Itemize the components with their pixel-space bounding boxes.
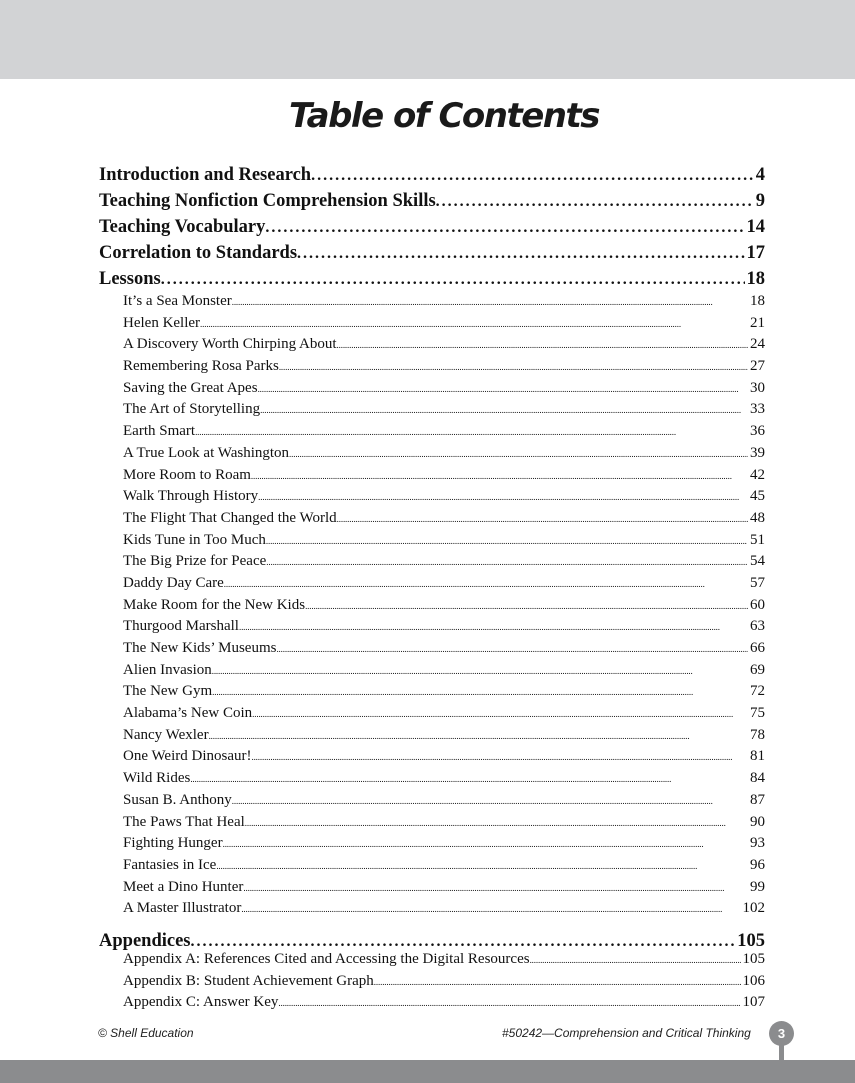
toc-section-appendices[interactable] bbox=[99, 931, 765, 951]
dot-leader bbox=[276, 644, 748, 654]
dot-leader bbox=[311, 167, 754, 185]
toc-lesson-entry[interactable] bbox=[99, 488, 765, 510]
toc-page-number: 42 bbox=[750, 466, 765, 483]
toc-page-number: 69 bbox=[750, 661, 765, 678]
toc-page-number: 102 bbox=[742, 900, 765, 917]
toc-entry-label: Thurgood Marshall bbox=[123, 618, 239, 635]
toc-entry-label: Meet a Dino Hunter bbox=[123, 878, 244, 895]
toc-page-number: 21 bbox=[750, 314, 765, 331]
toc-entry-label: Wild Rides bbox=[123, 770, 191, 787]
toc-entry-label: Susan B. Anthony bbox=[123, 791, 232, 808]
toc-page-number: 105 bbox=[737, 930, 765, 951]
toc-page-number: 33 bbox=[750, 401, 765, 418]
toc-entry-label: Teaching Nonfiction Comprehension Skills bbox=[99, 191, 436, 211]
toc-lesson-entry[interactable] bbox=[99, 423, 765, 445]
toc-appendix-entry[interactable] bbox=[99, 994, 765, 1016]
dot-leader bbox=[224, 579, 748, 589]
toc-entry-label: Kids Tune in Too Much bbox=[123, 531, 266, 548]
dot-leader bbox=[195, 427, 748, 437]
toc-page-number: 106 bbox=[742, 972, 765, 989]
toc-page-number: 14 bbox=[746, 217, 765, 237]
toc-entry-label: It’s a Sea Monster bbox=[123, 293, 232, 309]
toc-section[interactable] bbox=[99, 191, 765, 217]
page-badge-stem bbox=[779, 1043, 784, 1061]
toc-page-number: 99 bbox=[750, 878, 765, 895]
dot-leader bbox=[258, 492, 748, 502]
dot-leader bbox=[223, 839, 748, 849]
toc-entry-label: Appendix C: Answer Key bbox=[123, 994, 279, 1011]
toc-lesson-entry[interactable] bbox=[99, 380, 765, 402]
toc-lesson-entry[interactable] bbox=[99, 879, 765, 901]
toc-page-number: 84 bbox=[750, 770, 765, 787]
toc-page-number: 17 bbox=[746, 243, 765, 263]
toc-entry-label: Alabama’s New Coin bbox=[123, 705, 253, 722]
dot-leader bbox=[279, 362, 748, 372]
toc-section-label: Lessons bbox=[99, 269, 161, 289]
toc-lesson-entry[interactable] bbox=[99, 835, 765, 857]
toc-page-number: 27 bbox=[750, 358, 765, 375]
toc-page-number: 45 bbox=[750, 488, 765, 505]
toc-entry-label: Make Room for the New Kids bbox=[123, 596, 306, 613]
toc-page-number: 105 bbox=[742, 950, 765, 967]
toc-page-number: 96 bbox=[750, 856, 765, 873]
toc-lesson-entry[interactable] bbox=[99, 662, 765, 684]
toc-entry-label: Daddy Day Care bbox=[123, 574, 224, 591]
toc-lesson-entry[interactable] bbox=[99, 770, 765, 792]
dot-leader bbox=[297, 245, 744, 263]
toc-entry-label: Appendix B: Student Achievement Graph bbox=[123, 972, 374, 989]
toc-page-number: 39 bbox=[750, 444, 765, 461]
toc-entry-label: Walk Through History bbox=[123, 488, 259, 505]
dot-leader bbox=[251, 752, 748, 762]
toc-section[interactable] bbox=[99, 217, 765, 243]
dot-leader bbox=[216, 861, 748, 871]
toc-page-number: 75 bbox=[750, 705, 765, 722]
toc-section[interactable] bbox=[99, 243, 765, 269]
toc-section-lessons[interactable] bbox=[99, 269, 765, 293]
toc-entry-label: Fantasies in Ice bbox=[123, 856, 217, 873]
toc-entry-label: The Paws That Heal bbox=[123, 813, 245, 830]
header-band bbox=[0, 0, 855, 79]
toc-appendix-entry[interactable] bbox=[99, 973, 765, 995]
toc-page-number: 72 bbox=[750, 683, 765, 700]
toc-entry-label: Nancy Wexler bbox=[123, 726, 209, 743]
footer-product: #50242—Comprehension and Critical Thinking bbox=[502, 1026, 751, 1040]
toc-lesson-entry[interactable] bbox=[99, 705, 765, 727]
toc-entry-label: Teaching Vocabulary bbox=[99, 217, 266, 237]
toc-page-number: 9 bbox=[755, 191, 765, 211]
toc-entry-label: The Big Prize for Peace bbox=[123, 553, 267, 570]
page-number-badge: 3 bbox=[769, 1021, 794, 1046]
toc-page-number: 51 bbox=[750, 531, 765, 548]
toc-page-number: 54 bbox=[750, 553, 765, 570]
toc-page-number: 66 bbox=[750, 640, 765, 656]
dot-leader bbox=[337, 514, 748, 524]
dot-leader bbox=[266, 557, 748, 567]
toc-lesson-entry[interactable] bbox=[99, 553, 765, 575]
footer-band bbox=[0, 1060, 855, 1083]
dot-leader bbox=[190, 774, 748, 784]
toc-entry-label: Correlation to Standards bbox=[99, 243, 298, 263]
toc-page-number: 57 bbox=[750, 574, 765, 591]
toc-lesson-entry[interactable] bbox=[99, 358, 765, 380]
toc-lesson-entry[interactable] bbox=[99, 792, 765, 814]
dot-leader bbox=[265, 219, 744, 237]
toc-page-number: 81 bbox=[750, 748, 765, 765]
toc-section[interactable] bbox=[99, 165, 765, 191]
toc-page-number: 4 bbox=[755, 165, 765, 185]
toc-section-label: Appendices bbox=[99, 930, 191, 951]
dot-leader bbox=[260, 405, 748, 415]
dot-leader bbox=[232, 796, 748, 806]
dot-leader bbox=[245, 818, 748, 828]
dot-leader bbox=[252, 709, 748, 719]
dot-leader bbox=[191, 933, 736, 951]
dot-leader bbox=[239, 622, 748, 632]
footer-publisher: © Shell Education bbox=[98, 1026, 194, 1040]
dot-leader bbox=[209, 731, 748, 741]
toc-lesson-entry[interactable] bbox=[99, 445, 765, 467]
dot-leader bbox=[212, 666, 748, 676]
toc-lesson-entry[interactable] bbox=[99, 683, 765, 705]
toc-entry-label: Introduction and Research bbox=[99, 165, 312, 185]
dot-leader bbox=[251, 471, 748, 481]
toc-lesson-entry[interactable] bbox=[99, 618, 765, 640]
toc-entry-label: Appendix A: References Cited and Accessing the Digital Resources bbox=[123, 950, 530, 967]
toc-page-number: 90 bbox=[750, 813, 765, 830]
dot-leader bbox=[212, 687, 748, 697]
dot-leader bbox=[161, 271, 745, 289]
toc-entry-label: Fighting Hunger bbox=[123, 835, 223, 852]
toc-lesson-entry[interactable] bbox=[99, 336, 765, 358]
toc-lesson-entry[interactable] bbox=[99, 900, 765, 922]
toc-page-number: 18 bbox=[750, 293, 765, 309]
toc-appendix-entry[interactable] bbox=[99, 951, 765, 973]
toc-page-number: 24 bbox=[750, 336, 765, 353]
toc-page-number: 87 bbox=[750, 791, 765, 808]
dot-leader bbox=[266, 536, 748, 546]
toc-lesson-entry[interactable] bbox=[99, 857, 765, 879]
dot-leader bbox=[374, 977, 741, 987]
toc-entry-label: Saving the Great Apes bbox=[123, 379, 258, 396]
toc-entry-label: A Discovery Worth Chirping About bbox=[123, 336, 337, 353]
toc-entry-label: One Weird Dinosaur! bbox=[123, 748, 252, 765]
toc-entry-label: Remembering Rosa Parks bbox=[123, 358, 279, 375]
toc-lesson-entry[interactable] bbox=[99, 532, 765, 554]
dot-leader bbox=[337, 340, 748, 350]
toc-lesson-entry[interactable] bbox=[99, 293, 765, 315]
toc-page-number: 18 bbox=[746, 269, 765, 289]
dot-leader bbox=[258, 384, 748, 394]
toc-lesson-entry[interactable] bbox=[99, 575, 765, 597]
toc-entry-label: More Room to Roam bbox=[123, 466, 251, 483]
toc-lesson-entry[interactable] bbox=[99, 401, 765, 423]
dot-leader bbox=[241, 904, 740, 914]
toc-page-number: 78 bbox=[750, 726, 765, 743]
toc-entry-label: Helen Keller bbox=[123, 314, 201, 331]
dot-leader bbox=[243, 883, 748, 893]
toc-page-number: 107 bbox=[742, 994, 765, 1011]
toc-lesson-entry[interactable] bbox=[99, 727, 765, 749]
toc-page-number: 36 bbox=[750, 423, 765, 440]
table-of-contents bbox=[99, 165, 765, 1016]
toc-lesson-entry[interactable] bbox=[99, 748, 765, 770]
toc-lesson-entry[interactable] bbox=[99, 640, 765, 662]
toc-lesson-entry[interactable] bbox=[99, 510, 765, 532]
toc-entry-label: The New Gym bbox=[123, 683, 213, 700]
toc-page-number: 30 bbox=[750, 379, 765, 396]
page-title: Table of Contents bbox=[288, 96, 599, 136]
toc-entry-label: Earth Smart bbox=[123, 423, 196, 440]
dot-leader bbox=[436, 193, 754, 211]
toc-page-number: 60 bbox=[750, 596, 765, 613]
dot-leader bbox=[305, 601, 748, 611]
toc-entry-label: The New Kids’ Museums bbox=[123, 640, 277, 656]
toc-entry-label: A Master Illustrator bbox=[123, 900, 242, 917]
dot-leader bbox=[232, 297, 748, 307]
toc-entry-label: A True Look at Washington bbox=[123, 444, 290, 461]
toc-page-number: 48 bbox=[750, 509, 765, 526]
toc-page-number: 63 bbox=[750, 618, 765, 635]
dot-leader bbox=[289, 449, 748, 459]
toc-lesson-entry[interactable] bbox=[99, 597, 765, 619]
dot-leader bbox=[278, 998, 740, 1008]
toc-lesson-entry[interactable] bbox=[99, 814, 765, 836]
toc-entry-label: The Art of Storytelling bbox=[123, 401, 261, 418]
toc-entry-label: Alien Invasion bbox=[123, 661, 212, 678]
toc-page-number: 93 bbox=[750, 835, 765, 852]
toc-lesson-entry[interactable] bbox=[99, 315, 765, 337]
toc-entry-label: The Flight That Changed the World bbox=[123, 509, 337, 526]
dot-leader bbox=[200, 319, 748, 329]
toc-lesson-entry[interactable] bbox=[99, 467, 765, 489]
dot-leader bbox=[530, 955, 741, 965]
